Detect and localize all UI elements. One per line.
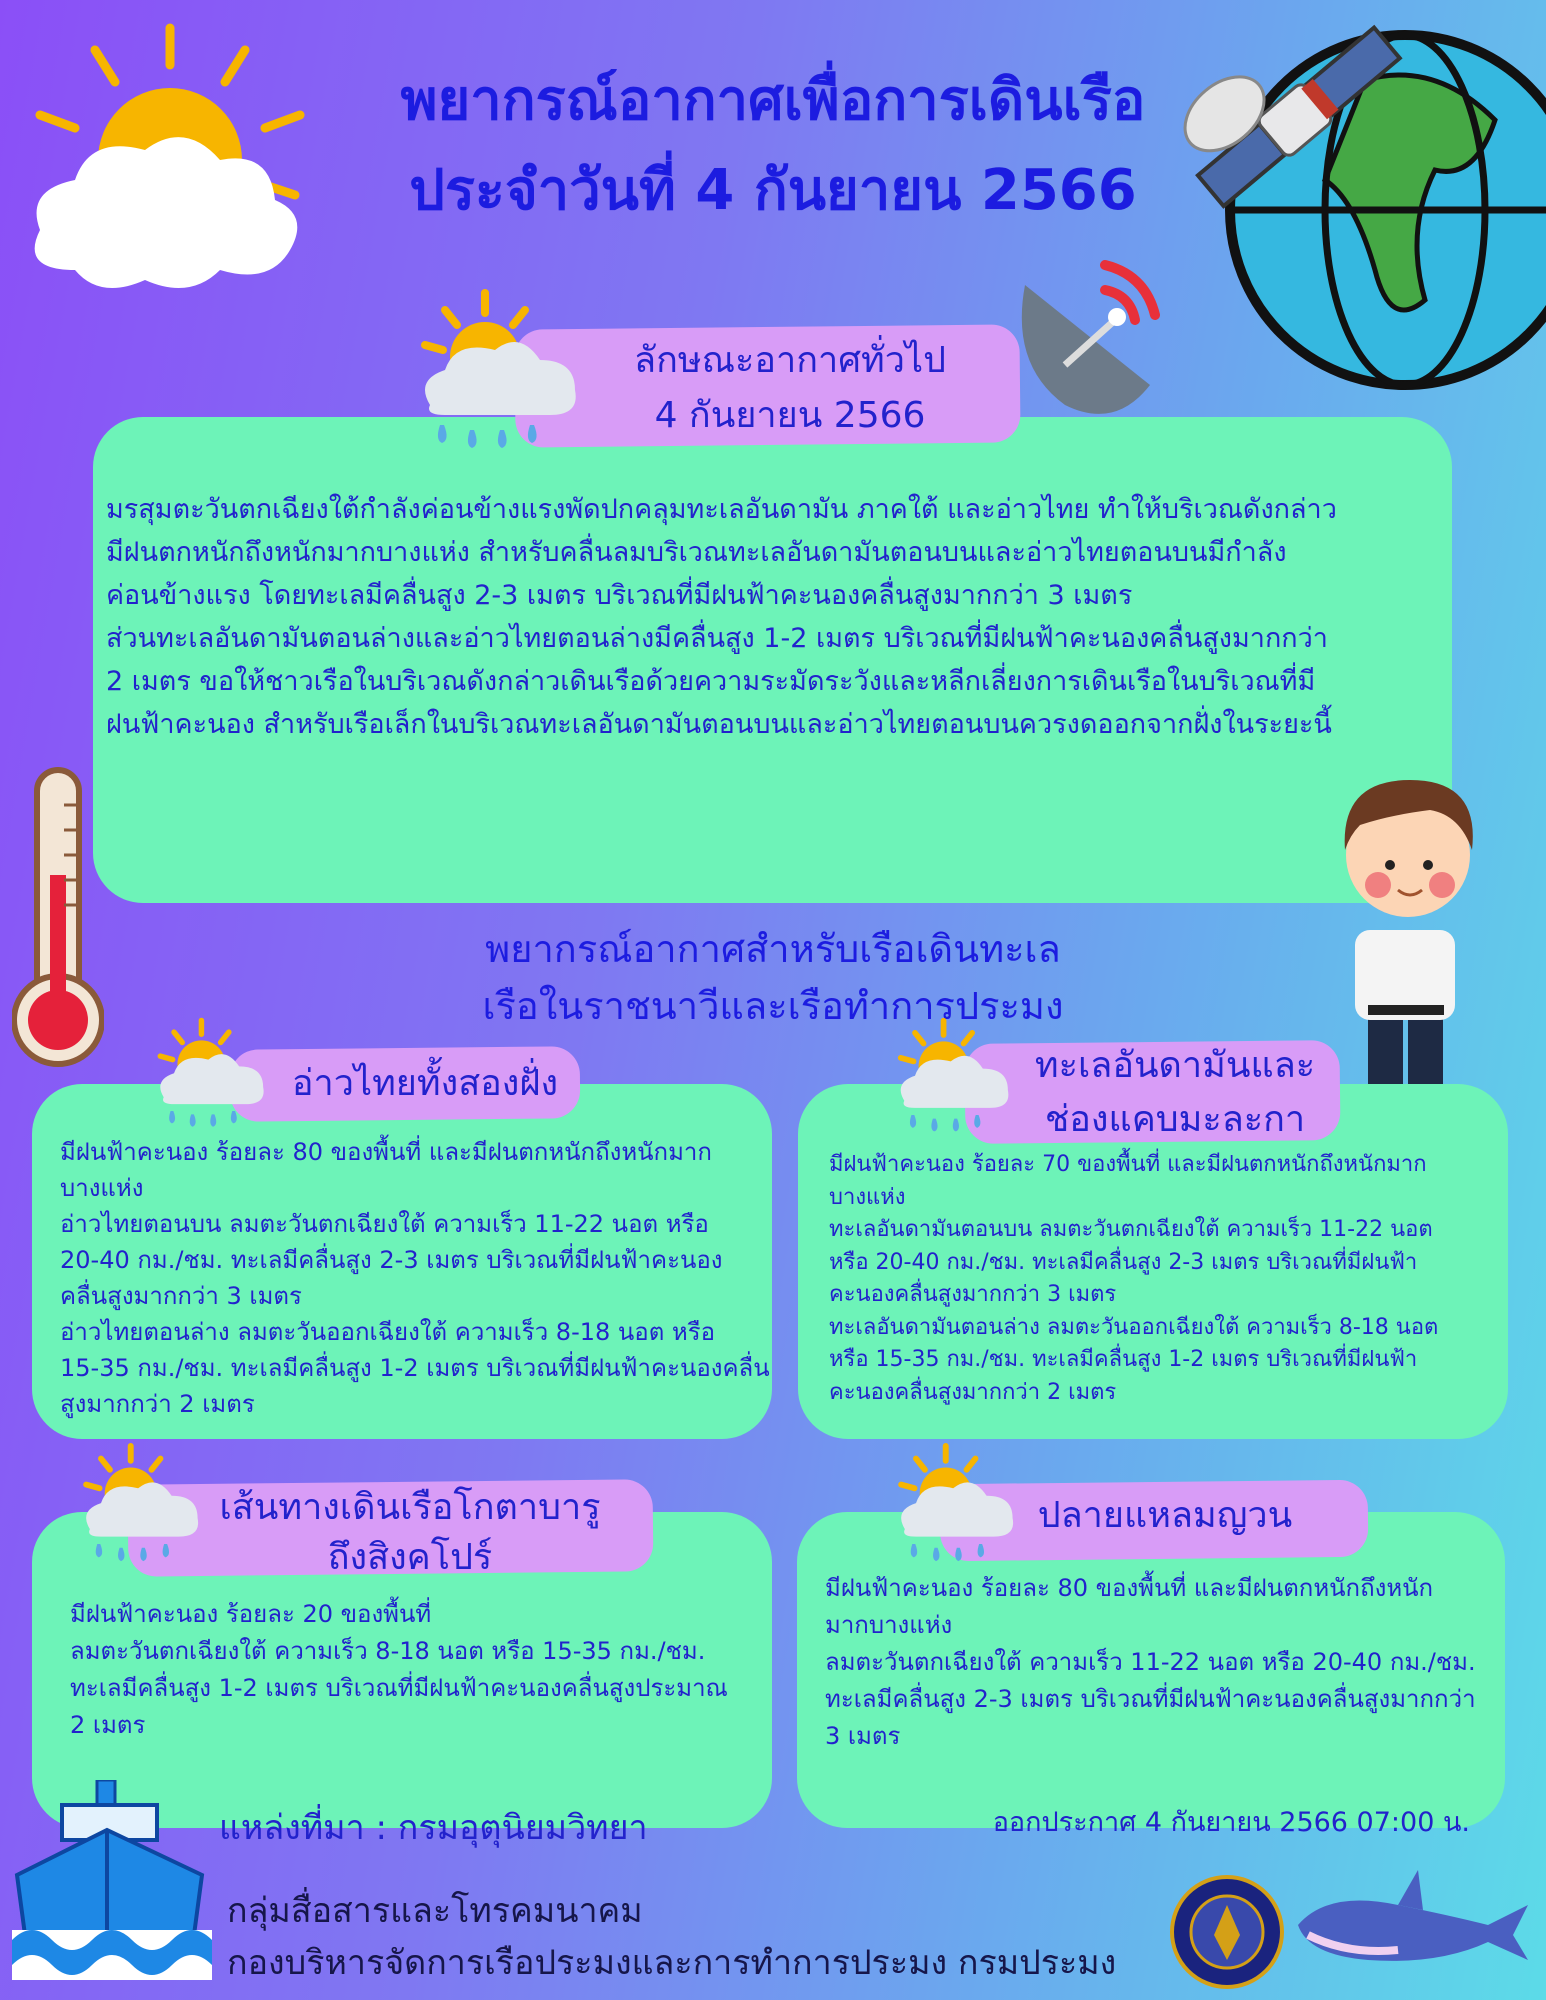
card-title-line1: เส้นทางเดินเรือโกตาบารู (219, 1487, 601, 1528)
text-line: มีฝนฟ้าคะนอง ร้อยละ 80 ของพื้นที่ และมีฝนตกหนักถึงหนัก (825, 1574, 1434, 1602)
text-line: ส่วนทะเลอันดามันตอนล่างและอ่าวไทยตอนล่างมีคลื่นสูง 1-2 เมตร บริเวณที่มีฝนฟ้าคะนองคลื่นสูงมากกว่า (106, 623, 1328, 654)
text-line: มีฝนฟ้าคะนอง ร้อยละ 80 ของพื้นที่ และมีฝนตกหนักถึงหนักมาก (60, 1138, 712, 1166)
general-heading-line1: ลักษณะอากาศทั่วไป (634, 340, 946, 381)
text-line: บางแห่ง (829, 1184, 906, 1210)
page-title-line2: ประจำวันที่ 4 กันยายน 2566 (409, 158, 1137, 223)
card-title: ปลายแหลมญวน (1037, 1495, 1293, 1536)
text-line: หรือ 20-40 กม./ชม. ทะเลมีคลื่นสูง 2-3 เมตร บริเวณที่มีฝนฟ้า (829, 1249, 1418, 1275)
department-of-fisheries-logo (1170, 1875, 1285, 1990)
text-line: มีฝนฟ้าคะนอง ร้อยละ 70 ของพื้นที่ และมีฝนตกหนักถึงหนักมาก (829, 1152, 1427, 1177)
text-line: อ่าวไทยตอนล่าง ลมตะวันออกเฉียงใต้ ความเร็ว 8-18 นอต หรือ (60, 1318, 716, 1346)
text-line: ลมตะวันตกเฉียงใต้ ความเร็ว 8-18 นอต หรือ 15-35 กม./ชม. (70, 1637, 706, 1665)
card-title-line2: ช่องแคบมะละกา (1044, 1099, 1306, 1140)
issued-timestamp: ออกประกาศ 4 กันยายน 2566 07:00 น. (992, 1807, 1470, 1838)
card-text (70, 1596, 728, 1744)
text-line: คะนองคลื่นสูงมากกว่า 3 เมตร (829, 1282, 1117, 1307)
text-line: อ่าวไทยตอนบน ลมตะวันตกเฉียงใต้ ความเร็ว 11-22 นอต หรือ (60, 1210, 709, 1238)
ship-icon (12, 1780, 212, 1980)
sun-cloud-rain-icon (890, 1015, 1015, 1140)
general-heading-line2: 4 กันยายน 2566 (654, 395, 926, 436)
text-line: มรสุมตะวันตกเฉียงใต้กำลังค่อนข้างแรงพัดปกคลุมทะเลอันดามัน ภาคใต้ และอ่าวไทย ทำให้บริเวณดังกล่าว (106, 494, 1337, 525)
footer-line2: กองบริหารจัดการเรือประมงและการทำการประมง กรมประมง (227, 1943, 1117, 1983)
text-line: ฝนฟ้าคะนอง สำหรับเรือเล็กในบริเวณทะเลอันดามันตอนบนและอ่าวไทยตอนบนควรงดออกจากฝั่งในระยะนี้ (106, 709, 1332, 740)
text-line: 2 เมตร (70, 1711, 146, 1739)
text-line: ทะเลมีคลื่นสูง 1-2 เมตร บริเวณที่มีฝนฟ้าคะนองคลื่นสูงประมาณ (70, 1674, 728, 1702)
sun-cloud-rain-icon (75, 1440, 205, 1570)
section-title-line1: พยากรณ์อากาศสำหรับเรือเดินทะเล (485, 927, 1061, 971)
text-line: 2 เมตร ขอให้ชาวเรือในบริเวณดังกล่าวเดินเรือด้วยความระมัดระวังและหลีกเลี่ยงการเดินเรือในบริเวณที่มี (106, 666, 1316, 697)
card-text (825, 1570, 1476, 1755)
text-line: มีฝนฟ้าคะนอง ร้อยละ 20 ของพื้นที่ (70, 1600, 432, 1628)
footer-line1: กลุ่มสื่อสารและโทรคมนาคม (227, 1891, 643, 1931)
card-text (60, 1134, 770, 1422)
text-line: 3 เมตร (825, 1722, 901, 1750)
section-title-line2: เรือในราชนาวีและเรือทำการประมง (482, 984, 1064, 1028)
text-line: ลมตะวันตกเฉียงใต้ ความเร็ว 11-22 นอต หรือ 20-40 กม./ชม. (825, 1648, 1476, 1676)
text-line: ทะเลอันดามันตอนล่าง ลมตะวันออกเฉียงใต้ ความเร็ว 8-18 นอต (829, 1314, 1439, 1340)
card-title-line2: ถึงสิงคโปร์ (327, 1537, 493, 1578)
text-line: หรือ 15-35 กม./ชม. ทะเลมีคลื่นสูง 1-2 เมตร บริเวณที่มีฝนฟ้า (829, 1347, 1418, 1372)
card-title: อ่าวไทยทั้งสองฝั่ง (291, 1063, 559, 1104)
text-line: ทะเลมีคลื่นสูง 2-3 เมตร บริเวณที่มีฝนฟ้าคะนองคลื่นสูงมากกว่า (825, 1685, 1476, 1713)
text-line: มีฝนตกหนักถึงหนักมากบางแห่ง สำหรับคลื่นลมบริเวณทะเลอันดามันตอนบนและอ่าวไทยตอนบนมีกำลัง (106, 537, 1287, 568)
text-line: ค่อนข้างแรง โดยทะเลมีคลื่นสูง 2-3 เมตร บริเวณที่มีฝนฟ้าคะนองคลื่นสูงมากกว่า 3 เมตร (106, 580, 1133, 611)
whale-illustration (1288, 1870, 1533, 1980)
card-text (829, 1149, 1438, 1409)
card-title-line1: ทะเลอันดามันและ (1034, 1045, 1316, 1086)
text-line: 15-35 กม./ชม. ทะเลมีคลื่นสูง 1-2 เมตร บริเวณที่มีฝนฟ้าคะนองคลื่น (60, 1354, 770, 1382)
text-line: คลื่นสูงมากกว่า 3 เมตร (60, 1282, 302, 1310)
text-line: คะนองคลื่นสูงมากกว่า 2 เมตร (829, 1379, 1117, 1405)
text-line: สูงมากกว่า 2 เมตร (60, 1390, 255, 1418)
sun-cloud-rain-icon (150, 1015, 270, 1135)
general-forecast-text (106, 488, 1337, 746)
globe-satellite-icon (1175, 0, 1546, 400)
text-line: บางแห่ง (60, 1174, 144, 1202)
page-title-line1: พยากรณ์อากาศเพื่อการเดินเรือ (400, 68, 1146, 133)
text-line: มากบางแห่ง (825, 1611, 953, 1639)
text-line: 20-40 กม./ชม. ทะเลมีคลื่นสูง 2-3 เมตร บริเวณที่มีฝนฟ้าคะนอง (60, 1246, 723, 1274)
text-line: ทะเลอันดามันตอนบน ลมตะวันตกเฉียงใต้ ความเร็ว 11-22 นอต (829, 1217, 1433, 1242)
sun-cloud-rain-icon (410, 285, 585, 460)
source-text: แหล่งที่มา : กรมอุตุนิยมวิทยา (219, 1808, 648, 1848)
